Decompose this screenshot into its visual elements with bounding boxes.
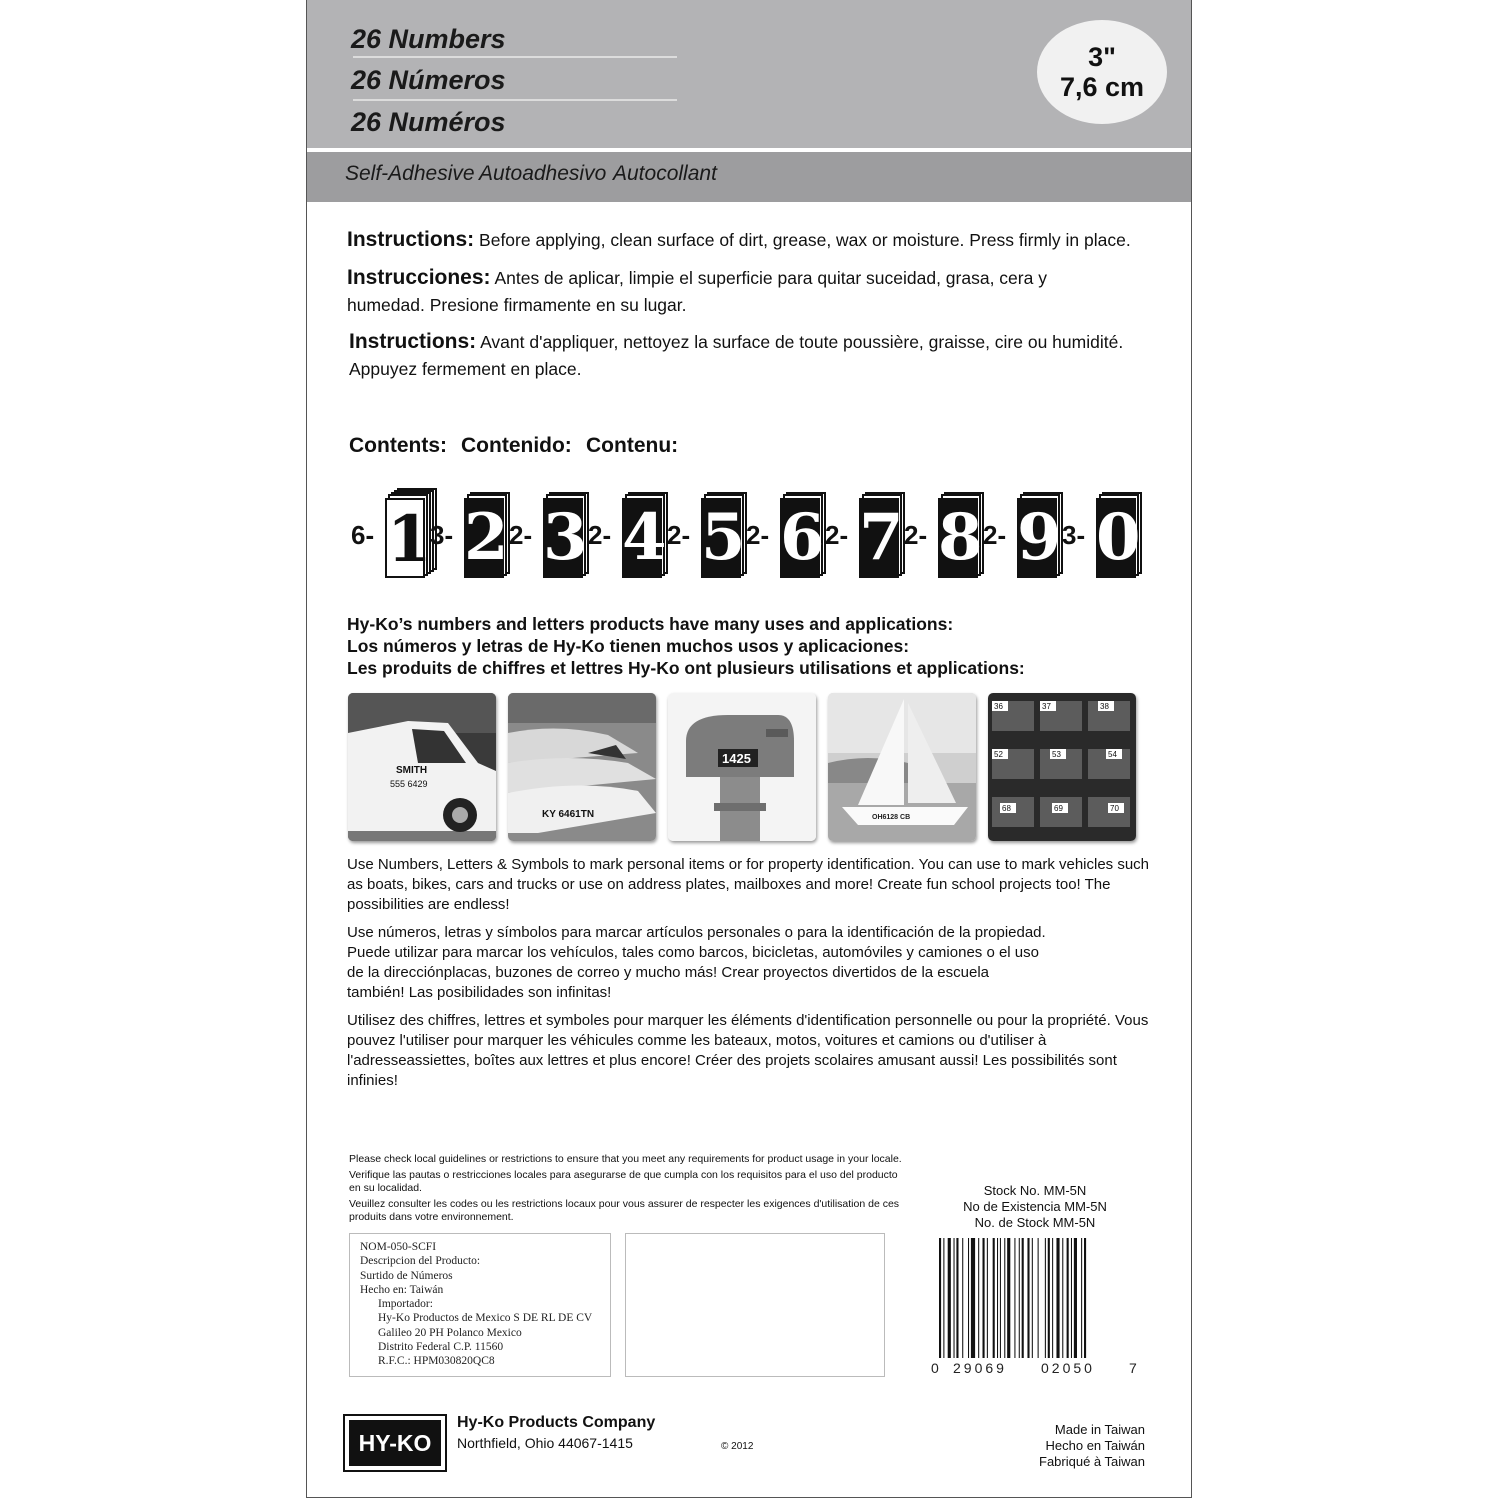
barcode-bar [1019,1238,1020,1358]
package-back [306,0,1192,1498]
title-divider [353,99,677,101]
uses-heading-es: Los números y letras de Hy-Ko tienen muchos usos y aplicaciones: [347,636,910,656]
barcode-bar [1062,1238,1063,1358]
nom-line: Galileo 20 PH Polanco Mexico [378,1326,522,1339]
bin-label: 68 [1002,804,1011,813]
uses-heading-en: Hy-Ko’s numbers and letters products have many uses and applications: [347,614,954,634]
copyright: © 2012 [721,1441,754,1452]
made-in-en: Made in Taiwan [1054,1422,1145,1437]
digit-sticker: 1 [385,498,425,578]
stock-number [935,1183,1135,1231]
digit-count: 3- [430,520,454,550]
barcode-bar [1056,1238,1059,1358]
upc-barcode [937,1238,1127,1358]
digit-sticker: 2 [464,498,504,578]
nom-line: Hy-Ko Productos de Mexico S DE RL DE CV [378,1312,593,1325]
uses-heading-fr: Les produits de chiffres et lettres Hy-Ko ont plusieurs utilisations et applications: [347,658,1025,678]
nom-line: R.F.C.: HPM030820QC8 [378,1355,495,1368]
instructions-en [347,226,1157,254]
contents-label-es: Contenido: [461,434,572,457]
nom-line: Descripcion del Producto: [360,1255,481,1268]
barcode-bar [1027,1238,1029,1358]
van-phone: 555 6429 [390,779,428,789]
size-inches: 3" [1088,42,1116,72]
digit-count: 6- [351,520,375,550]
boat-id: OH6128 CB [872,814,911,821]
barcode-bar [939,1238,941,1358]
barcode-bar [943,1238,944,1358]
nom-line: Hecho en: Taiwán [360,1283,444,1296]
mailbox-photo [668,693,816,841]
company-address: Northfield, Ohio 44067-1415 [457,1435,633,1451]
fineprint-es: Verifique las pautas o restricciones locales para asegurarse de que cumpla con los requisitos para el uso del producto en su localidad. [349,1169,898,1194]
stock-en: Stock No. MM-5N [983,1183,1087,1198]
body-text-fr: Utilisez des chiffres, lettres et symboles pour marquer les éléments d'identification personnelle ou pour la propriété. Vous pouvez l'utiliser pour marquer les véhicules comme les bateaux, motos, voitures et camions ou d'utiliser à l'adresseassiettes, boîtes aux lettres et plus encore! Créer des projets scolaires amusant aussi! Les possibilités sont infinies! [347,1012,1149,1089]
digit-count: 2- [825,520,849,550]
contents-label-en: Contents: [349,434,447,457]
digit-count: 3- [1062,520,1086,550]
title-en: 26 Numbers [351,24,506,54]
title-fr: 26 Numéros [351,107,506,137]
contents-digits-row [351,494,1151,584]
mailbox-number: 1425 [722,751,751,766]
van-name: SMITH [396,765,428,776]
nom-line: NOM-050-SCFI [360,1241,437,1253]
barcode-group-2: 02050 [1041,1360,1095,1376]
barcode-bar [1004,1238,1005,1358]
barcode-bar [954,1238,955,1358]
fineprint-fr: Veuillez consulter les codes ou les restrictions locaux pour vous assurer de respecter les exigences d'utilisation de ces produits dans votre environnement. [349,1198,900,1223]
digit-sticker: 4 [622,498,662,578]
barcode-bar [987,1238,988,1358]
van-photo [348,693,496,841]
uses-heading [347,613,1025,679]
bin-label: 70 [1110,804,1119,813]
bin-label: 52 [994,750,1003,759]
barcode-group-1: 29069 [953,1360,1007,1376]
digit-sticker: 5 [701,498,741,578]
nom-line: Surtido de Números [360,1269,453,1282]
header-band [307,0,1191,148]
digit-sticker: 6 [780,498,820,578]
made-in-fr: Fabriqué à Taiwan [1039,1454,1145,1469]
self-adhesive-fr: Autocollant [613,162,717,185]
barcode-bar [971,1238,975,1358]
digit-sticker: 7 [859,498,899,578]
jetski-photo [508,693,656,841]
digit-count: 2- [588,520,612,550]
instructions-fr [349,328,1159,383]
barcode-bar [1022,1238,1024,1358]
jetski-id: KY 6461TN [542,809,595,820]
bin-label: 36 [994,702,1003,711]
made-in [1037,1422,1145,1470]
logo-text: HY-KO [349,1420,441,1466]
barcode-bar [983,1238,985,1358]
instructions-text: Antes de aplicar, limpie el superficie para quitar suceidad, grasa, cera y humedad. Presione firmamente en su lugar. [347,268,1047,315]
barcode-digit-left: 0 [931,1360,939,1376]
instructions-label: Instructions: [349,330,477,353]
sailboat-photo [828,693,976,841]
digit-sticker: 8 [938,498,978,578]
barcode-bar [1014,1238,1015,1358]
digit-count: 2- [667,520,691,550]
bin-label: 69 [1054,804,1063,813]
blank-label-box [625,1233,885,1377]
digit-count: 2- [509,520,533,550]
digit-sticker: 9 [1017,498,1057,578]
nom-line: Importador: [378,1298,433,1311]
barcode-bar [997,1238,998,1358]
made-in-es: Hecho en Taiwán [1045,1438,1145,1453]
stock-es: No de Existencia MM-5N [963,1199,1107,1214]
barcode-bar [978,1238,979,1358]
storage-bins-photo [988,693,1136,841]
barcode-bar [1007,1238,1010,1358]
barcode-bar [1081,1238,1082,1358]
nom-info-box [349,1233,611,1377]
size-badge [1037,20,1167,124]
bin-label: 37 [1042,702,1051,711]
digit-count: 2- [904,520,928,550]
instructions-text: Before applying, clean surface of dirt, grease, wax or moisture. Press firmly in place. [474,230,1131,250]
barcode-bar [1074,1238,1077,1358]
self-adhesive-band [307,152,1191,202]
barcode-bar [1032,1238,1033,1358]
body-text-es: Use números, letras y símbolos para marcar artículos personales o para la identificación de la propiedad. Puede utilizar para marcar los vehículos, tales como barcos, bicicletas, automóviles y camiones o el uso de la direcciónplacas, buzones de correo y mucho más! Crear proyectos divertidos de la escuela también! Las posibilidades son infinitas! [347,924,1046,1001]
barcode-bar [1067,1238,1069,1358]
barcode-bar [1052,1238,1053,1358]
stock-fr: No. de Stock MM-5N [974,1215,1096,1230]
barcode-bar [1084,1238,1086,1358]
barcode-bar [1038,1238,1039,1358]
barcode-bar [1071,1238,1072,1358]
digit-count: 2- [983,520,1007,550]
bin-label: 53 [1052,750,1061,759]
digit-sticker: 3 [543,498,583,578]
instructions-text: Avant d'appliquer, nettoyez la surface de toute poussière, graisse, cire ou humidité. Appuyez fermement en place. [349,332,1124,379]
fineprint-en: Please check local guidelines or restrictions to ensure that you meet any requirements for product usage in your locale. [349,1153,902,1165]
contents-label-fr: Contenu: [586,434,679,457]
bin-label: 38 [1100,702,1109,711]
barcode-bar [968,1238,969,1358]
barcode-bar [1000,1238,1001,1358]
company-name: Hy-Ko Products Company [457,1414,656,1431]
size-cm: 7,6 cm [1059,72,1145,102]
barcode-bar [948,1238,951,1358]
instructions-label: Instructions: [347,228,475,251]
barcode-digit-right: 7 [1129,1360,1137,1376]
company-info [457,1414,655,1451]
digit-count: 2- [746,520,770,550]
self-adhesive-es: Autoadhesivo [479,162,607,185]
digit-sticker: 0 [1096,498,1136,578]
bin-label: 54 [1108,750,1117,759]
self-adhesive-en: Self-Adhesive [345,162,475,185]
title-divider [353,56,677,58]
barcode-bar [1048,1238,1050,1358]
barcode-bar [993,1238,995,1358]
barcode-bar [962,1238,963,1358]
title-es: 26 Números [351,65,506,95]
barcode-bar [1045,1238,1046,1358]
nom-line: Distrito Federal C.P. 11560 [378,1341,504,1354]
barcode-bar [956,1238,958,1358]
instructions-es [347,264,1127,319]
hy-ko-logo [343,1414,447,1472]
body-text-en: Use Numbers, Letters & Symbols to mark personal items or for property identification. You can use to mark vehicles such as boats, bikes, cars and trucks or use on address plates, mailboxes and more! Create fun school projects too! The possibilities are endless! [347,856,1150,913]
instructions-label: Instrucciones: [347,266,491,289]
